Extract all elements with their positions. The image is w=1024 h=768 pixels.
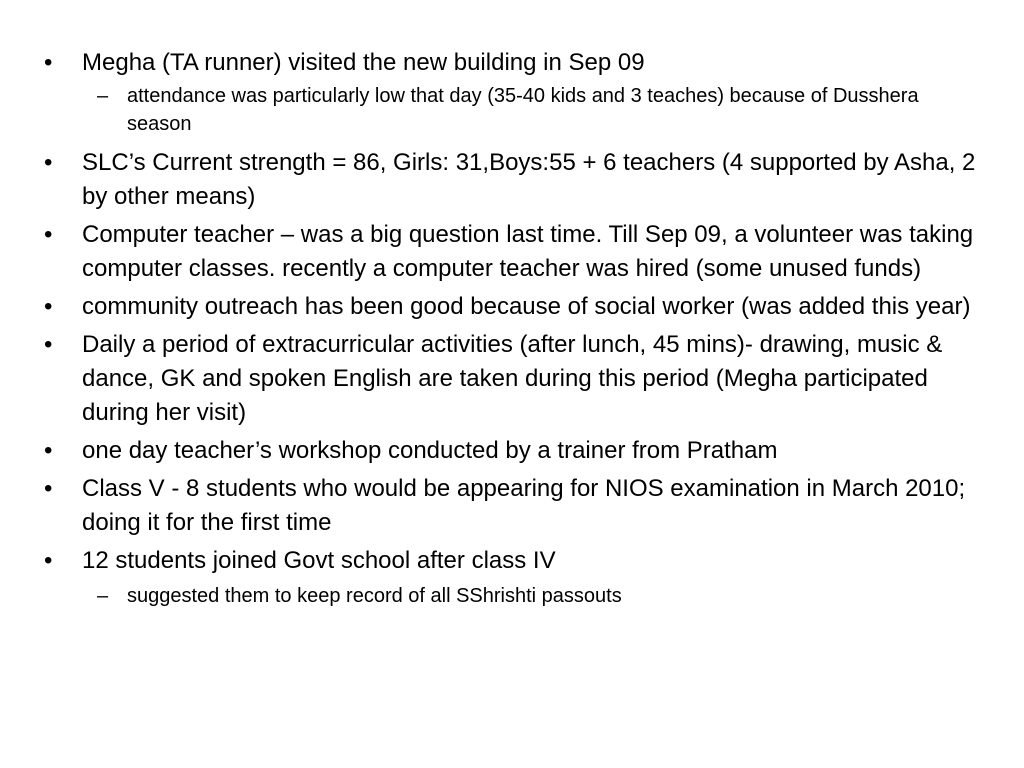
bullet-marker: •	[44, 221, 53, 248]
sub-bullet-item	[0, 582, 1024, 610]
bullet-item	[0, 146, 1024, 214]
bullet-text: one day teacher’s workshop conducted by a trainer from Pratham	[82, 437, 778, 464]
bullet-item	[0, 218, 1024, 286]
sub-bullet-text: suggested them to keep record of all SShrishti passouts	[127, 585, 622, 607]
bullet-item	[0, 46, 1024, 80]
bullet-text: Class V - 8 students who would be appearing for NIOS examination in March 2010; doing it for the first time	[82, 475, 966, 536]
bullet-item	[0, 328, 1024, 430]
sub-bullet-item	[0, 82, 1024, 138]
bullet-marker: •	[44, 293, 53, 320]
bullet-marker: •	[44, 475, 53, 502]
bullet-item	[0, 544, 1024, 578]
bullet-text: Megha (TA runner) visited the new building in Sep 09	[82, 49, 645, 76]
bullet-text: Computer teacher – was a big question last time. Till Sep 09, a volunteer was taking computer classes. recently a computer teacher was hired (some unused funds)	[82, 221, 974, 282]
bullet-item	[0, 434, 1024, 468]
bullet-marker: •	[44, 49, 53, 76]
sub-bullet-text: attendance was particularly low that day (35-40 kids and 3 teaches) because of Dusshera season	[127, 85, 919, 135]
bullet-marker: •	[44, 331, 53, 358]
bullet-text: Daily a period of extracurricular activities (after lunch, 45 mins)- drawing, music & dance, GK and spoken English are taken during this period (Megha participated during her visit)	[82, 331, 943, 426]
sub-bullet-marker: –	[97, 585, 109, 607]
sub-bullet-marker: –	[97, 85, 109, 107]
bullet-marker: •	[44, 437, 53, 464]
bullet-marker: •	[44, 149, 53, 176]
bullet-marker: •	[44, 547, 53, 574]
bullet-text: SLC’s Current strength = 86, Girls: 31,Boys:55 + 6 teachers (4 supported by Asha, 2 by other means)	[82, 149, 976, 210]
bullet-text: 12 students joined Govt school after class IV	[82, 547, 556, 574]
bullet-text: community outreach has been good because of social worker (was added this year)	[82, 293, 971, 320]
bullet-item	[0, 290, 1024, 324]
bullet-item	[0, 472, 1024, 540]
